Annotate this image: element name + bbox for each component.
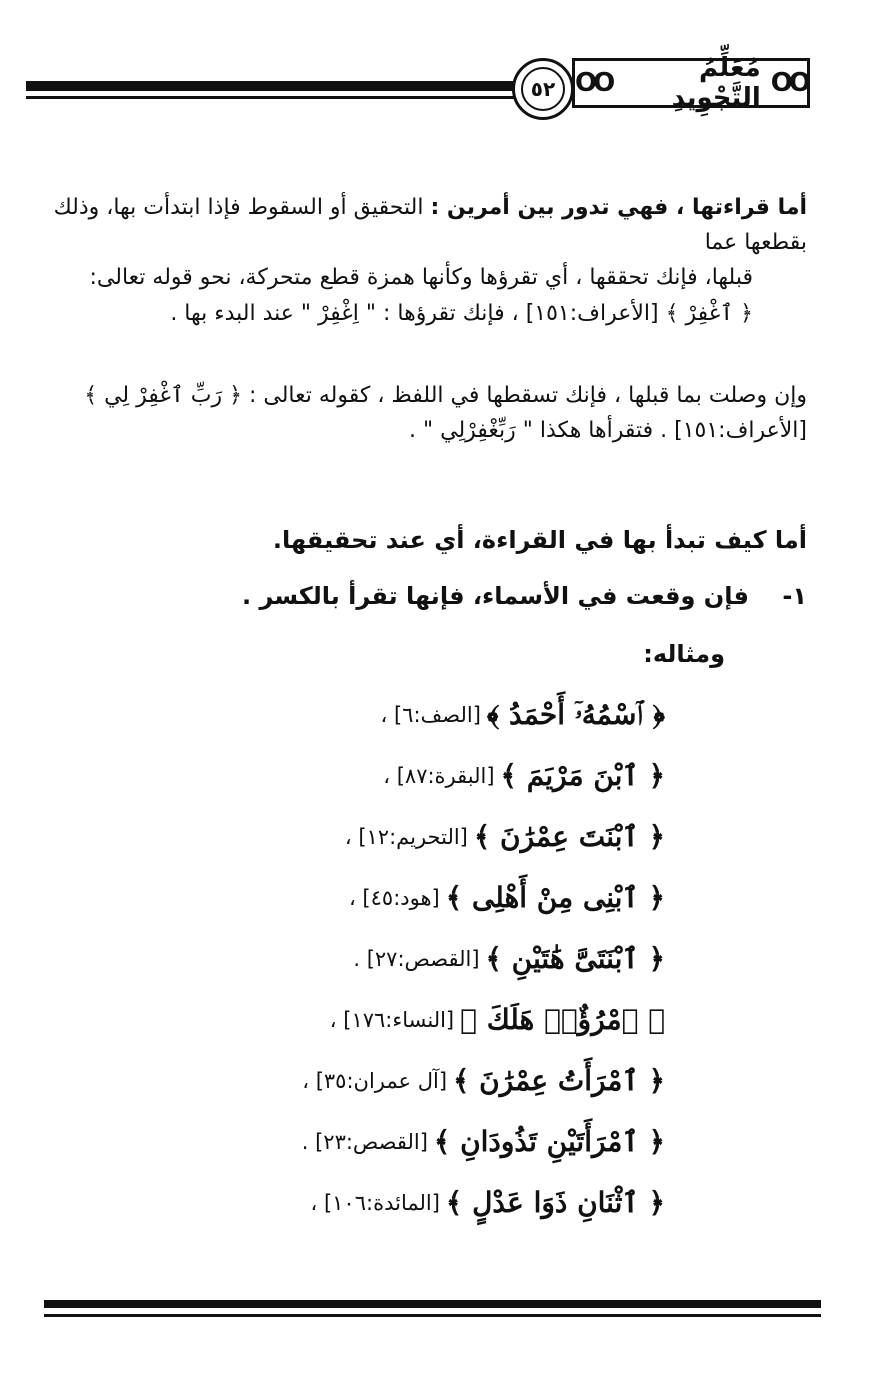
verse-reference: [القصص:٢٧] . — [353, 946, 480, 971]
examples-list — [302, 684, 665, 1233]
example-item — [302, 1050, 665, 1111]
page-number: ٥٢ — [521, 67, 565, 111]
book-title-box — [572, 53, 810, 113]
verse-reference: [الصف:٦] ، — [380, 702, 481, 727]
example-item — [302, 867, 665, 928]
paragraph-connected — [30, 378, 807, 448]
example-item — [302, 989, 665, 1050]
verse: ﴿ ٱبْنَتَىَّ هَٰتَيْنِ ﴾ — [485, 942, 665, 975]
rule-item — [242, 582, 807, 610]
paragraph-line: قبلها، فإنك تحققها ، أي تقرؤها وكأنها همزة قطع متحركة، نحو قوله تعالى: — [89, 265, 753, 291]
example-item — [302, 745, 665, 806]
verse: ﴿ ٱمْرَأَتَيْنِ تَذُودَانِ ﴾ — [433, 1125, 665, 1158]
paragraph-line — [30, 190, 807, 260]
paragraph-reading — [30, 190, 807, 331]
paragraph-line1-rest: التحقيق أو السقوط فإذا ابتدأت بها، وذلك بقطعها عما — [53, 195, 807, 256]
title-ornament-right: OO — [770, 68, 807, 98]
header-rule-thin — [26, 96, 520, 99]
example-item — [302, 1111, 665, 1172]
title-ornament-left: OO — [575, 68, 612, 98]
rule-text: فإن وقعت في الأسماء، فإنها تقرأ بالكسر . — [241, 582, 749, 610]
verse-reference: [آل عمران:٣٥] ، — [302, 1068, 448, 1093]
verse: ﴿ ٱبْنِى مِنْ أَهْلِى ﴾ — [445, 881, 665, 914]
verse-reference: [النساء:١٧٦] ، — [329, 1007, 455, 1032]
verse: ﴿ ٱمْرُؤٌا۟ هَلَكَ ﴾ — [460, 1003, 665, 1036]
book-title: مُعَلِّمُ التَّجْوِيدِ — [671, 53, 761, 113]
verse: ﴿ ٱبْنَ مَرْيَمَ ﴾ — [500, 759, 665, 792]
paragraph-line: وإن وصلت بما قبلها ، فإنك تسقطها في اللفظ ، كقوله تعالى : ﴿ رَبِّ ٱغْفِرْ لِي ﴾ — [84, 383, 807, 408]
example-label: ومثاله: — [643, 640, 725, 668]
verse: ﴿ ٱسْمُهُۥٓ أَحْمَدُ ﴾ — [486, 697, 665, 731]
verse: ﴿ ٱبْنَتَ عِمْرَٰنَ ﴾ — [473, 820, 665, 853]
section-heading: أما كيف تبدأ بها في القراءة، أي عند تحقيقها. — [272, 526, 807, 554]
example-item — [302, 806, 665, 867]
paragraph-line: ﴿ ٱغْفِرْ ﴾ [الأعراف:١٥١] ، فإنك تقرؤها : " اِغْفِرْ " عند البدء بها . — [170, 300, 753, 326]
verse-reference: [هود:٤٥] ، — [348, 885, 440, 910]
example-item — [302, 1172, 665, 1233]
footer-rule-thin — [44, 1314, 821, 1317]
paragraph-line: [الأعراف:١٥١] . فتقرأها هكذا " رَبِّغْفِرْلِي " . — [409, 418, 807, 444]
example-item — [302, 684, 665, 745]
header-rule — [26, 81, 520, 91]
paragraph-intro: أما قراءتها ، فهي تدور بين أمرين : — [430, 195, 807, 220]
page-header — [26, 52, 808, 113]
footer-rule — [44, 1300, 821, 1308]
verse-reference: [البقرة:٨٧] ، — [383, 763, 495, 788]
example-item — [302, 928, 665, 989]
rule-number: ١- — [782, 582, 807, 610]
verse-reference: [القصص:٢٣] . — [301, 1129, 428, 1154]
verse-reference: [التحريم:١٢] ، — [344, 824, 468, 849]
verse: ﴿ ٱمْرَأَتُ عِمْرَٰنَ ﴾ — [453, 1064, 665, 1097]
verse-reference: [المائدة:١٠٦] ، — [310, 1190, 440, 1215]
verse: ﴿ ٱثْنَانِ ذَوَا عَدْلٍ ﴾ — [445, 1186, 665, 1219]
page-number-badge — [512, 58, 574, 120]
